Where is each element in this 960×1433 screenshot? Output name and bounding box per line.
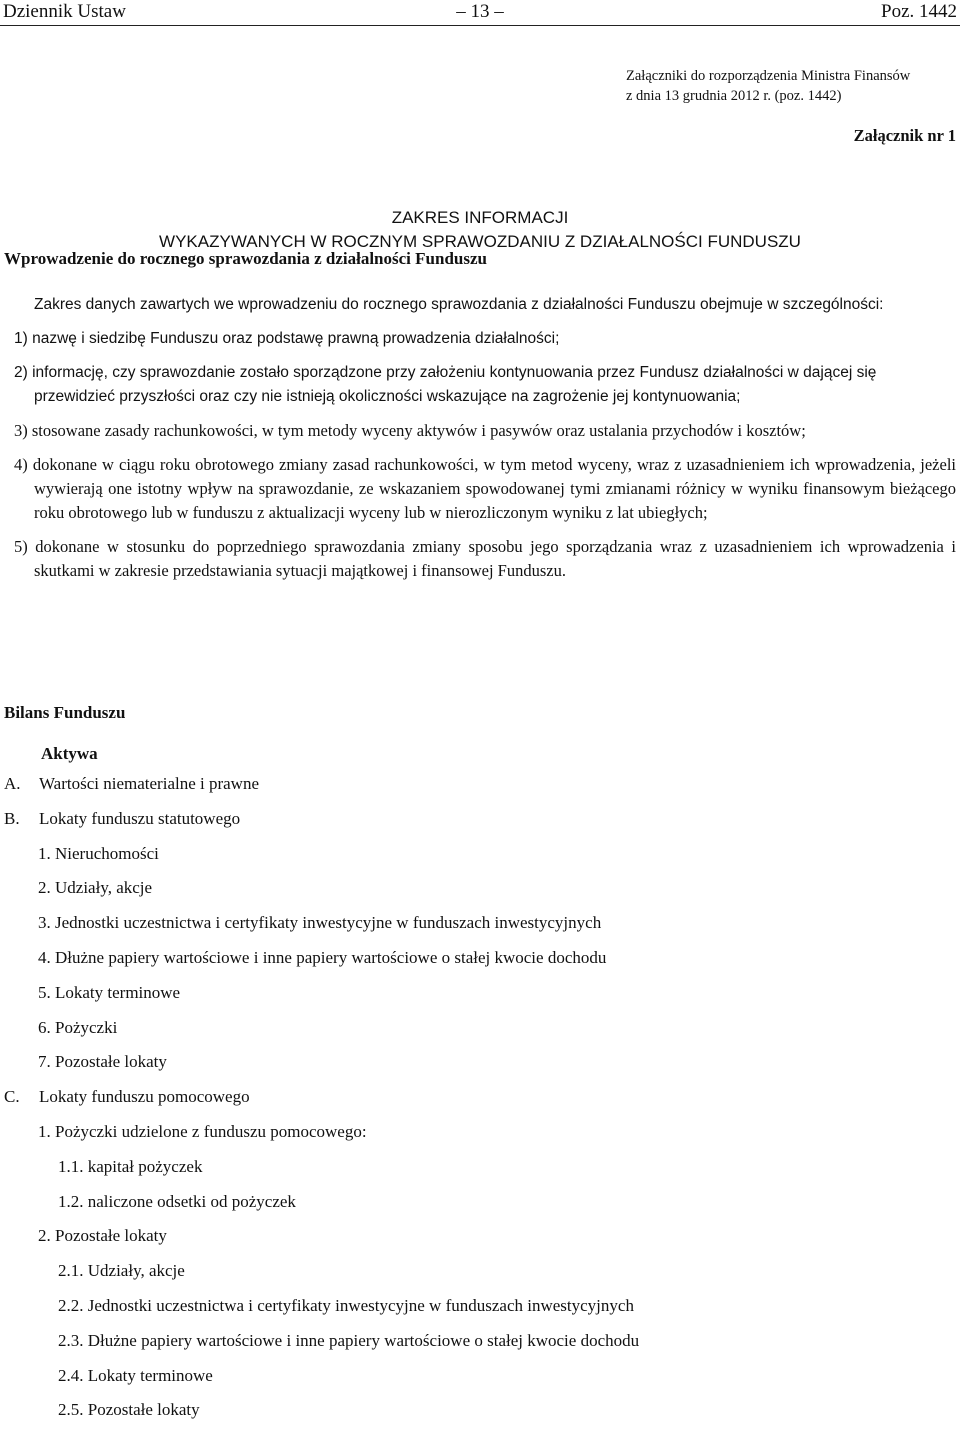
bilans-row [0,1224,940,1259]
intro-item-1: 1) nazwę i siedzibę Funduszu oraz podstawę prawną prowadzenia działalności; [14,330,560,347]
intro-item-4: 4) dokonane w ciągu roku obrotowego zmiany zasad rachunkowości, w tym metod wyceny, wraz z uzasadnieniem ich wprowadzenia, jeżeli wywierają one istotny wpływ na sprawozdanie, ze wskazaniem spowodowanej tymi zmianami różnicy w wyniku finansowym bieżącego roku obrotowego lub w funduszu z aktualizacji wyceny lub w nierozliczonym wyniku z lat ubiegłych; [14,455,956,522]
title-line-2: WYKAZYWANYCH W ROCZNYM SPRAWOZDANIU Z DZIAŁALNOŚCI FUNDUSZU [159,232,801,251]
bilans-row-text: 1.2. naliczone odsetki od pożyczek [58,1191,296,1211]
page-number: – 13 – [456,1,504,22]
document-title [0,206,960,254]
bilans-row [0,1016,940,1051]
bilans-row [0,1364,940,1399]
bilans-heading: Bilans Funduszu [4,703,126,722]
bilans-row-text: 1.1. kapitał pożyczek [58,1156,203,1176]
bilans-row [0,1294,940,1329]
bilans-row [0,807,940,842]
bilans-row [0,981,940,1016]
bilans-row-text: 2.2. Jednostki uczestnictwa i certyfikaty inwestycyjne w funduszach inwestycyjnych [58,1295,634,1315]
bilans-row [0,1050,940,1085]
bilans-row-text: Lokaty funduszu pomocowego [39,1087,250,1107]
bilans-row-text: 6. Pożyczki [38,1017,118,1037]
bilans-row-text: 2. Pozostałe lokaty [38,1226,167,1246]
bilans-row-text: 2.5. Pozostałe lokaty [58,1400,200,1420]
intro-body [4,293,956,593]
attachment-note [626,66,956,106]
bilans-row-text: 1. Nieruchomości [38,843,159,863]
bilans-row [0,842,940,877]
attachment-note-line-1: Załączniki do rozporządzenia Ministra Finansów [626,68,911,84]
bilans-row-text: Wartości niematerialne i prawne [39,774,260,793]
bilans-row [0,1120,940,1155]
bilans-row [0,876,940,911]
attachment-number: Załącznik nr 1 [853,126,956,145]
bilans-row [0,772,940,807]
bilans-row-text: 2. Udziały, akcje [38,878,153,898]
bilans-list [0,772,940,1433]
intro-heading: Wprowadzenie do rocznego sprawozdania z działalności Funduszu [4,249,487,268]
bilans-row [0,1190,940,1225]
intro-item-3: 3) stosowane zasady rachunkowości, w tym metody wyceny aktywów i pasywów oraz ustalania przychodów i kosztów; [14,421,806,440]
bilans-row-text: 4. Dłużne papiery wartościowe i inne papiery wartościowe o stałej kwocie dochodu [38,947,607,967]
bilans-row [0,1085,940,1120]
aktywa-heading: Aktywa [41,744,98,763]
intro-item-2: 2) informację, czy sprawozdanie zostało sporządzone przy założeniu kontynuowania przez Fundusz działalności w dającej się przewidzieć przyszłości oraz czy nie istnieją okoliczności wskazujące na zagrożenie jej kontynuowania; [14,364,877,405]
page-header [0,0,960,22]
bilans-row [0,946,940,981]
bilans-row-text: 2.1. Udziały, akcje [58,1261,185,1281]
attachment-note-line-2: z dnia 13 grudnia 2012 r. (poz. 1442) [626,88,842,104]
header-divider [0,25,960,26]
bilans-row [0,911,940,946]
bilans-row-text: 2.3. Dłużne papiery wartościowe i inne papiery wartościowe o stałej kwocie dochodu [58,1330,640,1350]
intro-lead: Zakres danych zawartych we wprowadzeniu do rocznego sprawozdania z działalności Funduszu obejmuje w szczególności: [34,296,884,313]
bilans-row [0,1329,940,1364]
bilans-row-text: 3. Jednostki uczestnictwa i certyfikaty inwestycyjne w funduszach inwestycyjnych [38,913,602,933]
title-line-1: ZAKRES INFORMACJI [391,208,569,227]
bilans-row-label: A. [4,774,21,793]
bilans-row-text: 5. Lokaty terminowe [38,982,181,1002]
bilans-row-text: Lokaty funduszu statutowego [39,808,241,828]
bilans-row-text: 7. Pozostałe lokaty [38,1052,167,1072]
position-number: Poz. 1442 [881,1,957,22]
bilans-row [0,1398,940,1433]
journal-name: Dziennik Ustaw [3,1,126,22]
bilans-row-text: 1. Pożyczki udzielone z funduszu pomocowego: [38,1121,367,1141]
bilans-row [0,1155,940,1190]
bilans-row-label: C. [4,1087,20,1107]
intro-item-5: 5) dokonane w stosunku do poprzedniego sprawozdania zmiany sposobu jego sporządzania wraz z uzasadnieniem ich wprowadzenia i skutkami w zakresie przedstawiania sytuacji majątkowej i finansowej Funduszu. [14,537,956,580]
bilans-row-label: B. [4,808,20,828]
bilans-row-text: 2.4. Lokaty terminowe [58,1365,213,1385]
bilans-row [0,1259,940,1294]
